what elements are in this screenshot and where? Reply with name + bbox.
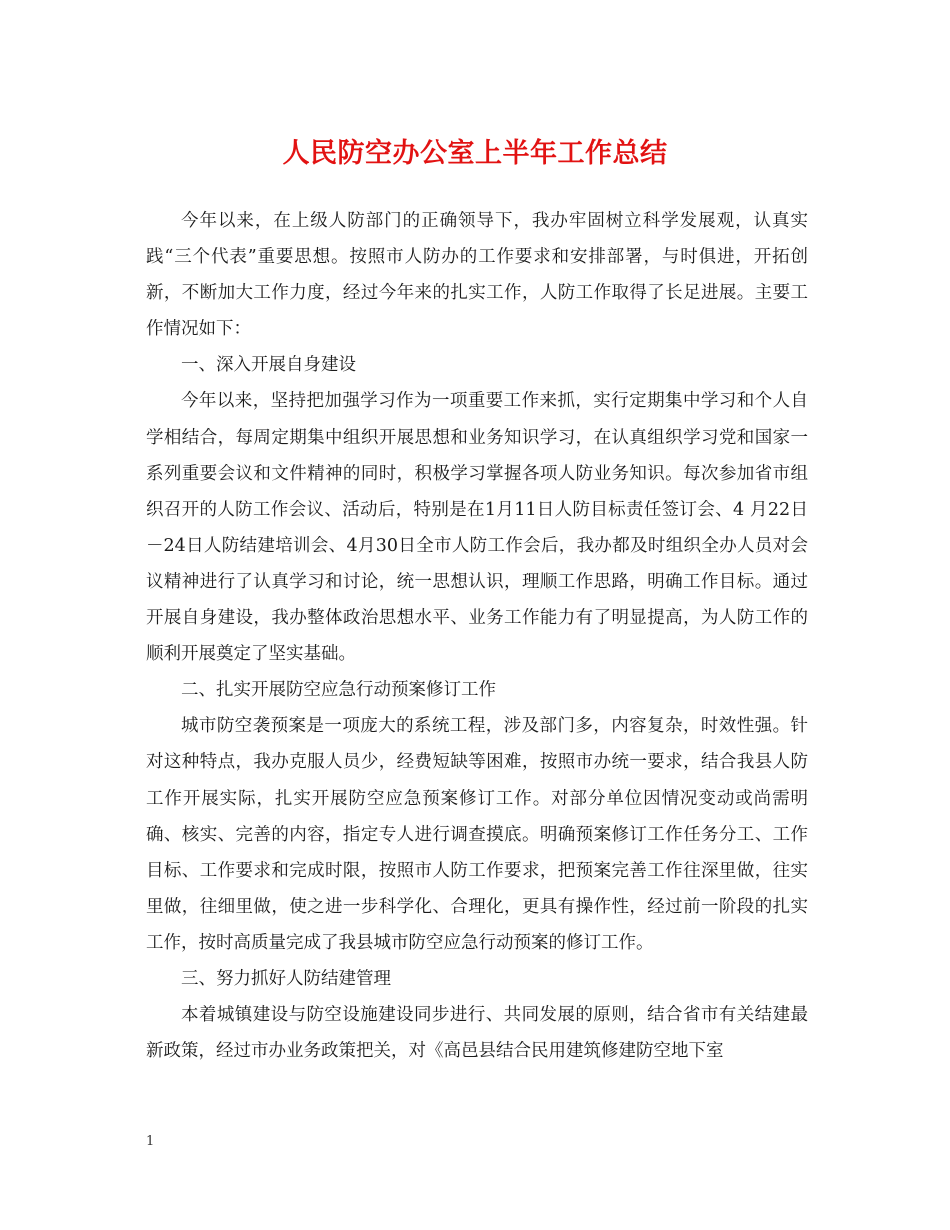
section-2-paragraph: 城市防空袭预案是一项庞大的系统工程，涉及部门多，内容复杂，时效性强。针对这种特点，我办克服人员少，经费短缺等困难，按照市办统一要求，结合我县人防工作开展实际，扎实开展防空应急预案修订工作。对部分单位因情况变动或尚需明确、核实、完善的内容，指定专人进行调查摸底。明确预案修订工作任务分工、工作目标、工作要求和完成时限，按照市人防工作要求，把预案完善工作往深里做，往实里做，往细里做，使之进一步科学化、合理化，更具有操作性，经过前一阶段的扎实工作，按时高质量完成了我县城市防空应急行动预案的修订工作。 [146,716,808,953]
section-heading-2: 二、扎实开展防空应急行动预案修订工作 [181,680,496,701]
section-3-paragraph: 本着城镇建设与防空设施建设同步进行、共同发展的原则，结合省市有关结建最新政策，经过市办业务政策把关，对《高邑县结合民用建筑修建防空地下室 [146,1005,808,1062]
page-number: 1 [146,1134,155,1149]
section-1-paragraph: 今年以来，坚持把加强学习作为一项重要工作来抓，实行定期集中学习和个人自学相结合，每周定期集中组织开展思想和业务知识学习，在认真组织学习党和国家一系列重要会议和文件精神的同时，积极学习掌握各项人防业务知识。每次参加省市组织召开的人防工作会议、活动后，特别是在1月11日人防目标责任签订会、4 月22日－24日人防结建培训会、4月30日全市人防工作会后，我办都及时组织全办人员对会议精神进行了认真学习和讨论，统一思想认识，理顺工作思路，明确工作目标。通过开展自身建设，我办整体政治思想水平、业务工作能力有了明显提高，为人防工作的顺利开展奠定了坚实基础。 [146,391,808,665]
intro-paragraph: 今年以来，在上级人防部门的正确领导下，我办牢固树立科学发展观，认真实践“三个代表”重要思想。按照市人防办的工作要求和安排部署，与时俱进，开拓创新，不断加大工作力度，经过今年来的扎实工作，人防工作取得了长足进展。主要工作情况如下： [146,211,808,340]
section-heading-1: 一、深入开展自身建设 [181,355,356,376]
document-title: 人民防空办公室上半年工作总结 [282,138,668,169]
document-body [146,203,808,1069]
section-heading-3: 三、努力抓好人防结建管理 [181,968,391,989]
